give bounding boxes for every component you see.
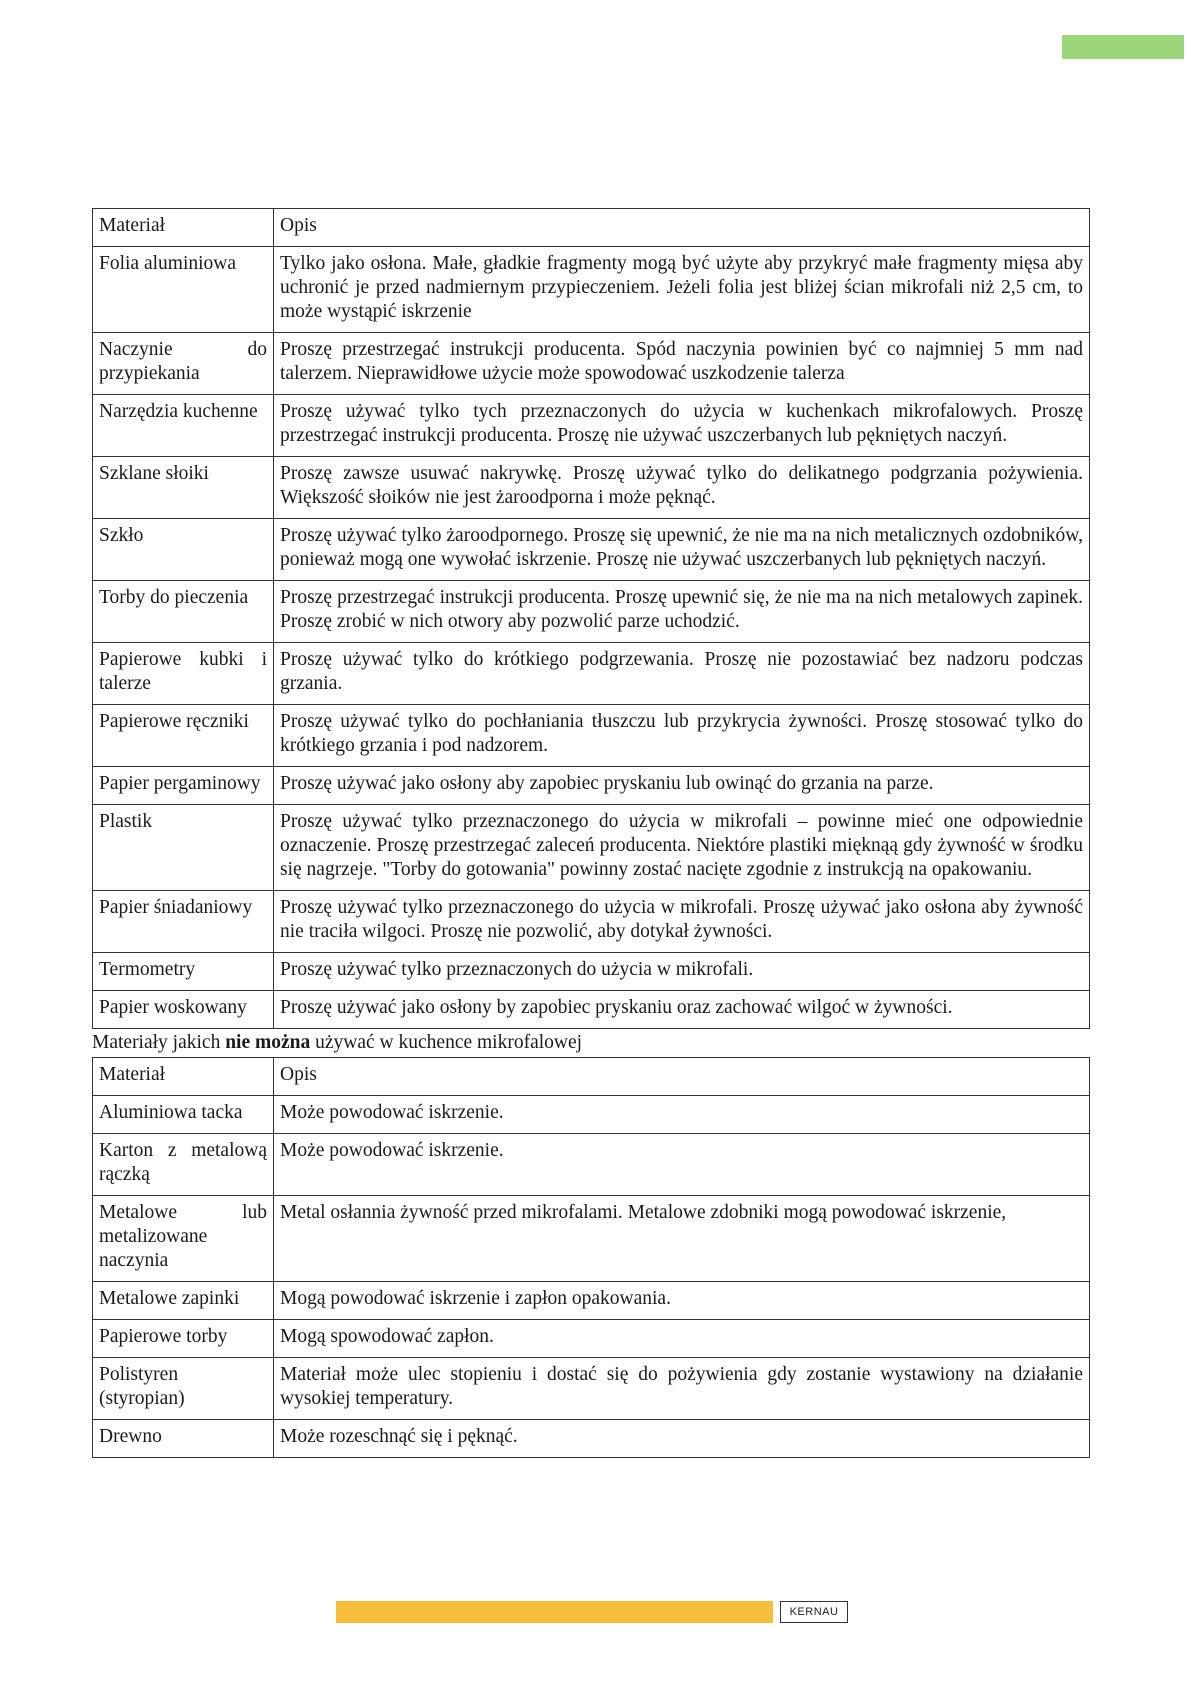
caption-start: Materiały jakich <box>92 1032 226 1053</box>
brand-logo: KERNAU <box>780 1601 848 1623</box>
material-name: Papier woskowany <box>93 991 274 1029</box>
material-description: Proszę używać tylko do pochłaniania tłuszczu lub przykrycia żywności. Proszę stosować tylko do krótkiego grzania i pod nadzorem. <box>274 705 1090 767</box>
material-name: Papierowe ręczniki <box>93 705 274 767</box>
material-description: Mogą spowodować zapłon. <box>274 1320 1090 1358</box>
material-name: Papier pergaminowy <box>93 767 274 805</box>
page-content <box>92 208 1090 1458</box>
table-row <box>93 395 1090 457</box>
material-name: Plastik <box>93 805 274 891</box>
table-row <box>93 519 1090 581</box>
material-description: Proszę używać tylko przeznaczonych do użycia w mikrofali. <box>274 953 1090 991</box>
header-material: Materiał <box>93 1058 274 1096</box>
caption-end: używać w kuchence mikrofalowej <box>310 1032 583 1053</box>
table-row <box>93 1420 1090 1458</box>
material-description: Tylko jako osłona. Małe, gładkie fragmenty mogą być użyte aby przykryć małe fragmenty mięsa aby uchronić je przed nadmiernym przypieczeniem. Jeżeli folia jest bliżej ścian mikrofali niż 2,5 cm, to może wystąpić iskrzenie <box>274 247 1090 333</box>
forbidden-materials-table <box>92 1057 1090 1458</box>
table-row <box>93 1134 1090 1196</box>
material-name: Polistyren (styropian) <box>93 1358 274 1420</box>
table-row <box>93 457 1090 519</box>
table-row <box>93 1096 1090 1134</box>
material-name: Szkło <box>93 519 274 581</box>
material-name: Karton z metalową rączką <box>93 1134 274 1196</box>
allowed-materials-table <box>92 208 1090 1029</box>
material-name: Torby do pieczenia <box>93 581 274 643</box>
table-row <box>93 767 1090 805</box>
table-row <box>93 1320 1090 1358</box>
table-row <box>93 247 1090 333</box>
material-description: Proszę używać jako osłony aby zapobiec pryskaniu lub owinąć do grzania na parze. <box>274 767 1090 805</box>
table-header-row <box>93 1058 1090 1096</box>
material-description: Proszę używać tylko do krótkiego podgrzewania. Proszę nie pozostawiać bez nadzoru podczas grzania. <box>274 643 1090 705</box>
footer-color-bar <box>336 1601 773 1623</box>
material-name: Narzędzia kuchenne <box>93 395 274 457</box>
material-name: Folia aluminiowa <box>93 247 274 333</box>
header-description: Opis <box>274 209 1090 247</box>
table-row <box>93 1358 1090 1420</box>
material-name: Naczynie do przypiekania <box>93 333 274 395</box>
material-description: Może rozeschnąć się i pęknąć. <box>274 1420 1090 1458</box>
table-row <box>93 581 1090 643</box>
table-row <box>93 805 1090 891</box>
material-description: Proszę przestrzegać instrukcji producenta. Spód naczynia powinien być co najmniej 5 mm nad talerzem. Nieprawidłowe użycie może spowodować uszkodzenie talerza <box>274 333 1090 395</box>
material-name: Papierowe kubki i talerze <box>93 643 274 705</box>
material-description: Proszę używać jako osłony by zapobiec pryskaniu oraz zachować wilgoć w żywności. <box>274 991 1090 1029</box>
table-row <box>93 333 1090 395</box>
material-description: Może powodować iskrzenie. <box>274 1134 1090 1196</box>
table-row <box>93 891 1090 953</box>
material-name: Papierowe torby <box>93 1320 274 1358</box>
material-description: Proszę używać tylko przeznaczonego do użycia w mikrofali. Proszę używać jako osłona aby żywność nie traciła wilgoci. Proszę nie pozwolić, aby dotykał żywności. <box>274 891 1090 953</box>
material-name: Metalowe zapinki <box>93 1282 274 1320</box>
material-description: Proszę używać tylko żaroodpornego. Proszę się upewnić, że nie ma na nich metalicznych ozdobników, ponieważ mogą one wywołać iskrzenie. Proszę nie używać uszczerbanych lub pękniętych naczyń. <box>274 519 1090 581</box>
caption-emphasis: nie można <box>225 1032 311 1053</box>
material-description: Proszę używać tylko tych przeznaczonych do użycia w kuchenkach mikrofalowych. Proszę przestrzegać instrukcji producenta. Proszę nie używać uszczerbanych lub pękniętych naczyń. <box>274 395 1090 457</box>
material-description: Proszę używać tylko przeznaczonego do użycia w mikrofali – powinne mieć one odpowiednie oznaczenie. Proszę przestrzegać zaleceń producenta. Niektóre plastiki mięknąą gdy żywność w środku się nagrzeje. "Torby do gotowania" powinny zostać nacięte zgodnie z instrukcją na opakowaniu. <box>274 805 1090 891</box>
table-row <box>93 705 1090 767</box>
table-row <box>93 953 1090 991</box>
table-header-row <box>93 209 1090 247</box>
material-name: Aluminiowa tacka <box>93 1096 274 1134</box>
material-description: Materiał może ulec stopieniu i dostać się do pożywienia gdy zostanie wystawiony na działanie wysokiej temperatury. <box>274 1358 1090 1420</box>
material-description: Metal osłannia żywność przed mikrofalami. Metalowe zdobniki mogą powodować iskrzenie, <box>274 1196 1090 1282</box>
page-corner-tab <box>1062 35 1184 59</box>
material-name: Szklane słoiki <box>93 457 274 519</box>
header-material: Materiał <box>93 209 274 247</box>
material-description: Mogą powodować iskrzenie i zapłon opakowania. <box>274 1282 1090 1320</box>
forbidden-caption <box>92 1031 1090 1055</box>
header-description: Opis <box>274 1058 1090 1096</box>
table-row <box>93 1196 1090 1282</box>
material-name: Drewno <box>93 1420 274 1458</box>
table-row <box>93 1282 1090 1320</box>
material-description: Proszę przestrzegać instrukcji producenta. Proszę upewnić się, że nie ma na nich metalowych zapinek. Proszę zrobić w nich otwory aby pozwolić parze uchodzić. <box>274 581 1090 643</box>
table-row <box>93 991 1090 1029</box>
material-name: Termometry <box>93 953 274 991</box>
material-name: Papier śniadaniowy <box>93 891 274 953</box>
material-description: Może powodować iskrzenie. <box>274 1096 1090 1134</box>
material-description: Proszę zawsze usuwać nakrywkę. Proszę używać tylko do delikatnego podgrzania pożywienia. Większość słoików nie jest żaroodporna i może pęknąć. <box>274 457 1090 519</box>
material-name: Metalowe lub metalizowane naczynia <box>93 1196 274 1282</box>
table-row <box>93 643 1090 705</box>
